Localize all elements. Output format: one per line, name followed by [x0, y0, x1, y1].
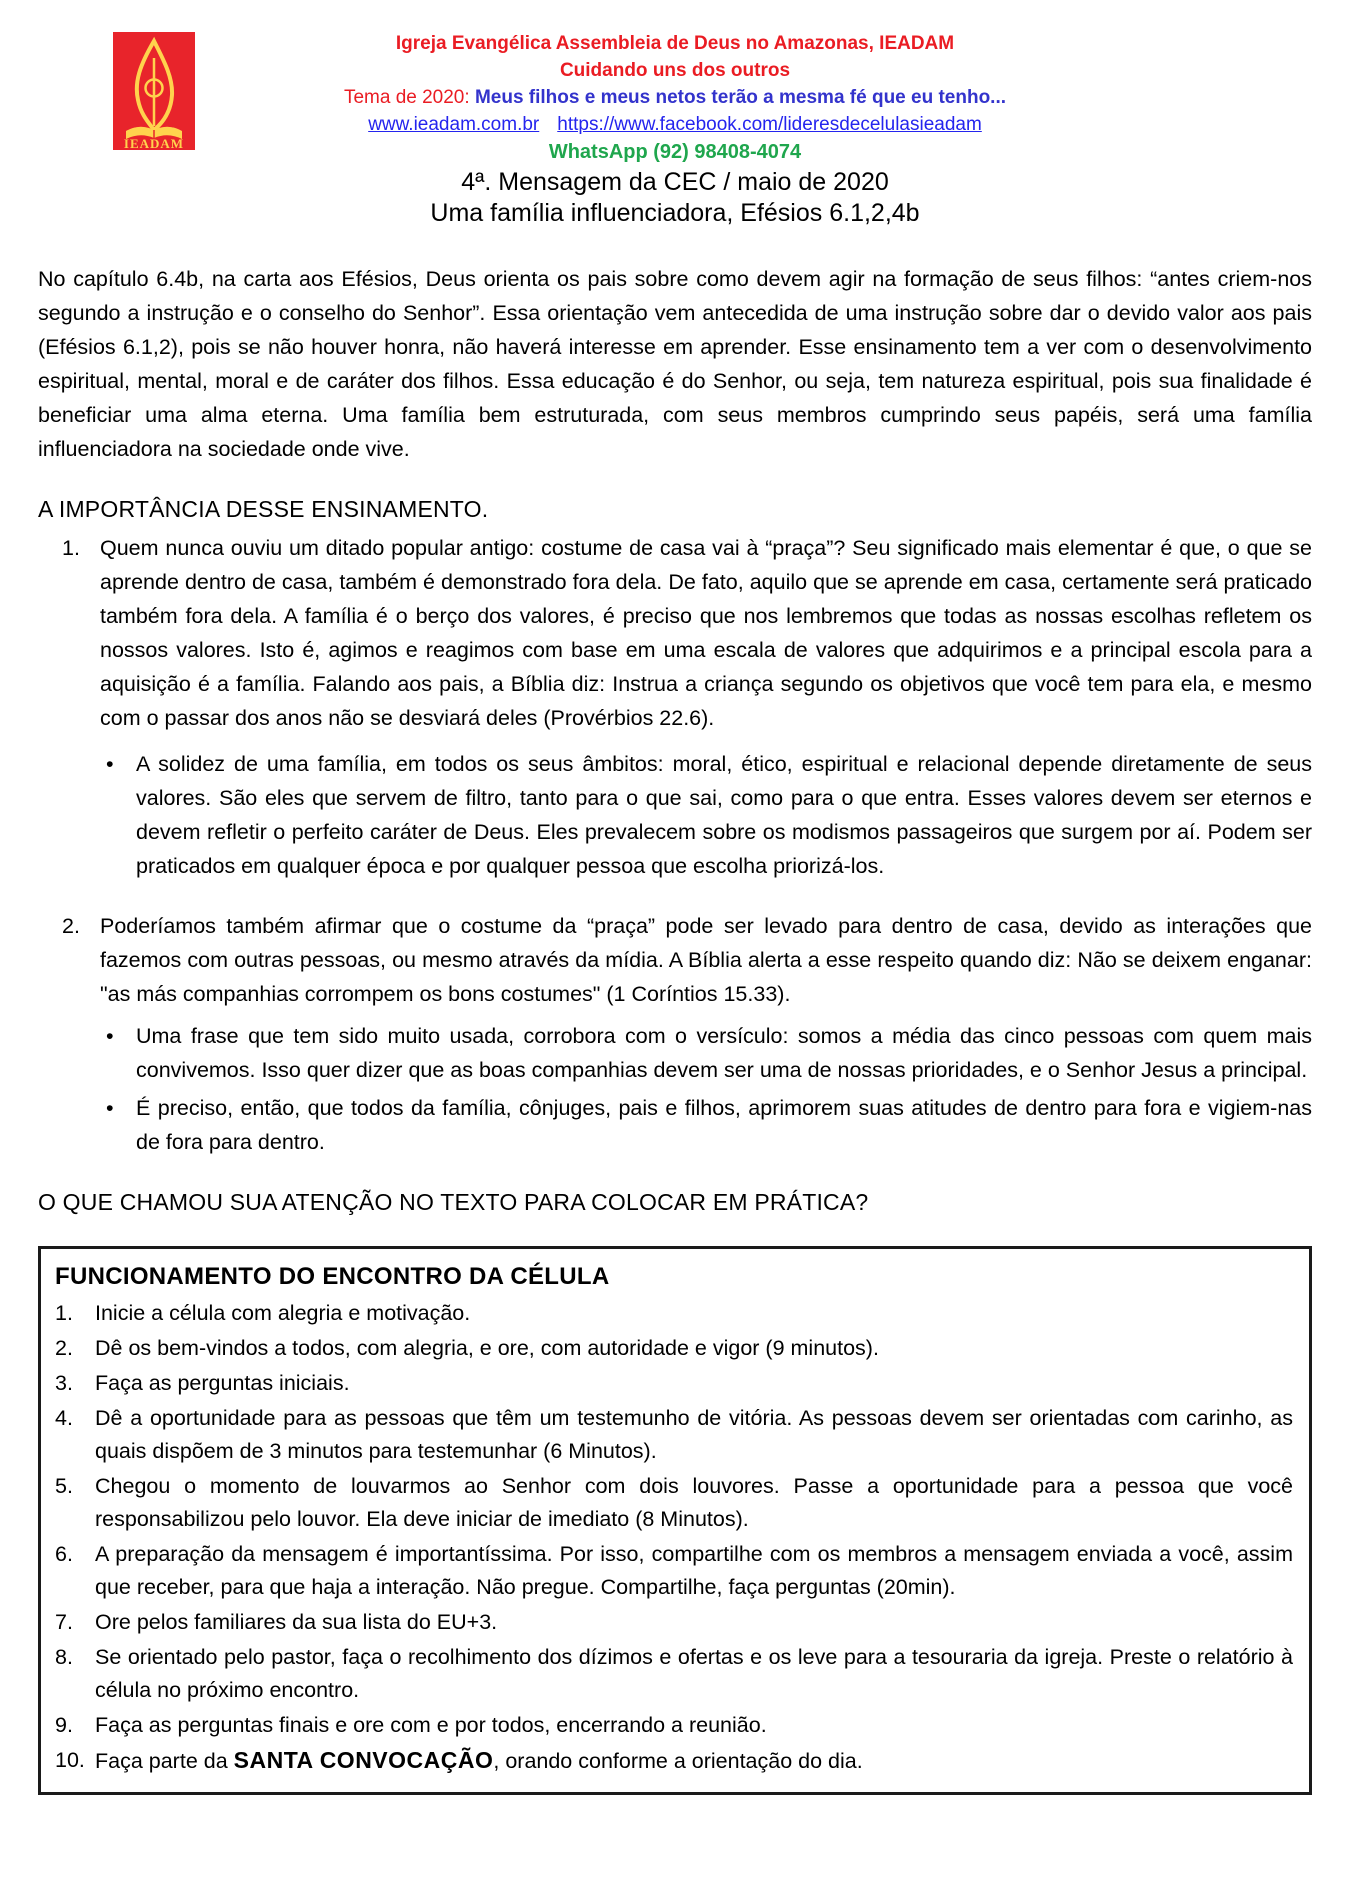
facebook-link[interactable]: https://www.facebook.com/lideresdecelulasieadam [557, 114, 982, 135]
box-item-2 [55, 1332, 1293, 1365]
item-text: Dê a oportunidade para as pessoas que têm um testemunho de vitória. As pessoas devem ser orientadas com carinho, as quais dispõem de 3 minutos para testemunhar (6 Minutos). [95, 1406, 1293, 1463]
item-text: A preparação da mensagem é importantíssima. Por isso, compartilhe com os membros a mensagem enviada a você, assim que receber, para que haja a interação. Não pregue. Compartilhe, faça perguntas (20min). [95, 1542, 1293, 1599]
cell-meeting-box [38, 1246, 1312, 1795]
item-number: 2. [55, 1336, 73, 1360]
item-text: Quem nunca ouviu um ditado popular antigo: costume de casa vai à “praça”? Seu significado mais elementar é que, o que se aprende dentro de casa, também é demonstrado fora dela. De fato, aquilo que se aprende em casa, certamente será praticado também fora dela. A família é o berço dos valores, é preciso que nos lembremos que todas as nossas escolhas refletem os nossos valores. Isto é, agimos e reagimos com base em uma escala de valores que adquirimos e a principal escola para a aquisição é a família. Falando aos pais, a Bíblia diz: Instrua a criança segundo os objetivos que você tem para ela, e mesmo com o passar dos anos não se desviará deles (Provérbios 22.6). [100, 536, 1312, 730]
theme-text: Meus filhos e meus netos terão a mesma fé que eu tenho... [474, 87, 1007, 108]
bullet-item [62, 1091, 1312, 1159]
question-heading: O QUE CHAMOU SUA ATENÇÃO NO TEXTO PARA COLOCAR EM PRÁTICA? [38, 1189, 869, 1215]
box-item-1 [55, 1297, 1293, 1330]
item-number: 5. [55, 1474, 73, 1498]
box-item-8 [55, 1641, 1293, 1707]
box-item-4 [55, 1402, 1293, 1468]
item-text: Poderíamos também afirmar que o costume da “praça” pode ser levado para dentro de casa, devido as interações que fazemos com outras pessoas, ou mesmo através da mídia. A Bíblia alerta a esse respeito quando diz: Não se deixem enganar: "as más companhias corrompem os bons costumes" (1 Coríntios 15.33). [100, 914, 1312, 1006]
bullet-text: A solidez de uma família, em todos os seus âmbitos: moral, ético, espiritual e relacional depende diretamente de seus valores. São eles que servem de filtro, tanto para o que sai, como para o que entra. Esses valores devem ser eternos e devem refletir o perfeito caráter de Deus. Eles prevalecem sobre os modismos passageiros que surgem por aí. Podem ser praticados em qualquer época e por qualquer pessoa que escolha priorizá-los. [136, 752, 1312, 878]
item-number: 10. [55, 1748, 85, 1772]
box-item-9 [55, 1709, 1293, 1742]
box-item-10 [55, 1744, 1293, 1778]
bullet-item [62, 1019, 1312, 1087]
website-link[interactable]: www.ieadam.com.br [368, 114, 540, 135]
bullet-icon: • [106, 752, 114, 776]
bullet-text: É preciso, então, que todos da família, cônjuges, pais e filhos, aprimorem suas atitudes de dentro para fora e vigiem-nas de fora para dentro. [136, 1096, 1312, 1154]
item-text: Se orientado pelo pastor, faça o recolhimento dos dízimos e ofertas e os leve para a tesouraria da igreja. Preste o relatório à célula no próximo encontro. [95, 1645, 1293, 1702]
item-number: 8. [55, 1645, 73, 1669]
item-number: 3. [55, 1371, 73, 1395]
item-number: 7. [55, 1610, 73, 1634]
numbered-item-2 [62, 909, 1312, 1011]
item-text: Faça as perguntas finais e ore com e por todos, encerrando a reunião. [95, 1713, 767, 1737]
item-number: 4. [55, 1406, 73, 1430]
church-name: Igreja Evangélica Assembleia de Deus no Amazonas, IEADAM [395, 33, 955, 54]
item-number: 2. [62, 914, 80, 938]
item-text: Inicie a célula com alegria e motivação. [95, 1301, 471, 1325]
message-subtitle: Uma família influenciadora, Efésios 6.1,2,4b [430, 199, 920, 227]
importance-list [38, 531, 1312, 1159]
box-item-3 [55, 1367, 1293, 1400]
item-text-suffix: , orando conforme a orientação do dia. [493, 1749, 863, 1773]
box-title: FUNCIONAMENTO DO ENCONTRO DA CÉLULA [55, 1263, 610, 1290]
item-text-prefix: Faça parte da [95, 1749, 234, 1773]
item-number: 1. [62, 536, 80, 560]
box-item-5 [55, 1470, 1293, 1536]
bullet-icon: • [106, 1096, 114, 1120]
box-item-7 [55, 1606, 1293, 1639]
intro-paragraph: No capítulo 6.4b, na carta aos Efésios, Deus orienta os pais sobre como devem agir na formação de seus filhos: “antes criem-nos segundo a instrução e o conselho do Senhor”. Essa orientação vem antecedida de uma instrução sobre dar o devido valor aos pais (Efésios 6.1,2), pois se não houver honra, não haverá interesse em aprender. Esse ensinamento tem a ver com o desenvolvimento espiritual, mental, moral e de caráter dos filhos. Essa educação é do Senhor, ou seja, tem natureza espiritual, pois sua finalidade é beneficiar uma alma eterna. Uma família bem estruturada, com seus membros cumprindo seus papéis, será uma família influenciadora na sociedade onde vive. [38, 267, 1312, 461]
document-header [0, 0, 1350, 229]
santa-convocacao-label: SANTA CONVOCAÇÃO [233, 1747, 494, 1773]
item-text: Dê os bem-vindos a todos, com alegria, e ore, com autoridade e vigor (9 minutos). [95, 1336, 879, 1360]
item-number: 1. [55, 1301, 73, 1325]
bullet-icon: • [106, 1024, 114, 1048]
item-text: Chegou o momento de louvarmos ao Senhor com dois louvores. Passe a oportunidade para a pessoa que você responsabilizou pelo louvor. Ela deve iniciar de imediato (8 Minutos). [95, 1474, 1293, 1531]
message-title: 4ª. Mensagem da CEC / maio de 2020 [461, 168, 889, 196]
item-text: Ore pelos familiares da sua lista do EU+3. [95, 1610, 498, 1634]
theme-line [0, 84, 1350, 111]
church-motto: Cuidando uns dos outros [559, 60, 791, 81]
bullet-item [62, 747, 1312, 883]
item-text [95, 1744, 1293, 1778]
importance-heading: A IMPORTÂNCIA DESSE ENSINAMENTO. [38, 496, 489, 522]
bullet-text: Uma frase que tem sido muito usada, corrobora com o versículo: somos a média das cinco pessoas com quem mais convivemos. Isso quer dizer que as boas companhias devem ser uma de nossas prioridades, e o Senhor Jesus a principal. [136, 1024, 1312, 1082]
item-text: Faça as perguntas iniciais. [95, 1371, 350, 1395]
item-number: 6. [55, 1542, 73, 1566]
links-line [0, 111, 1350, 138]
box-item-6 [55, 1538, 1293, 1604]
ieadam-logo-icon [113, 32, 195, 150]
theme-label: Tema de 2020: [343, 87, 475, 108]
svg-text:IEADAM: IEADAM [123, 136, 185, 150]
whatsapp-line: WhatsApp (92) 98408-4074 [548, 141, 802, 163]
document-body [0, 262, 1350, 1795]
item-number: 9. [55, 1713, 73, 1737]
numbered-item-1 [62, 531, 1312, 735]
